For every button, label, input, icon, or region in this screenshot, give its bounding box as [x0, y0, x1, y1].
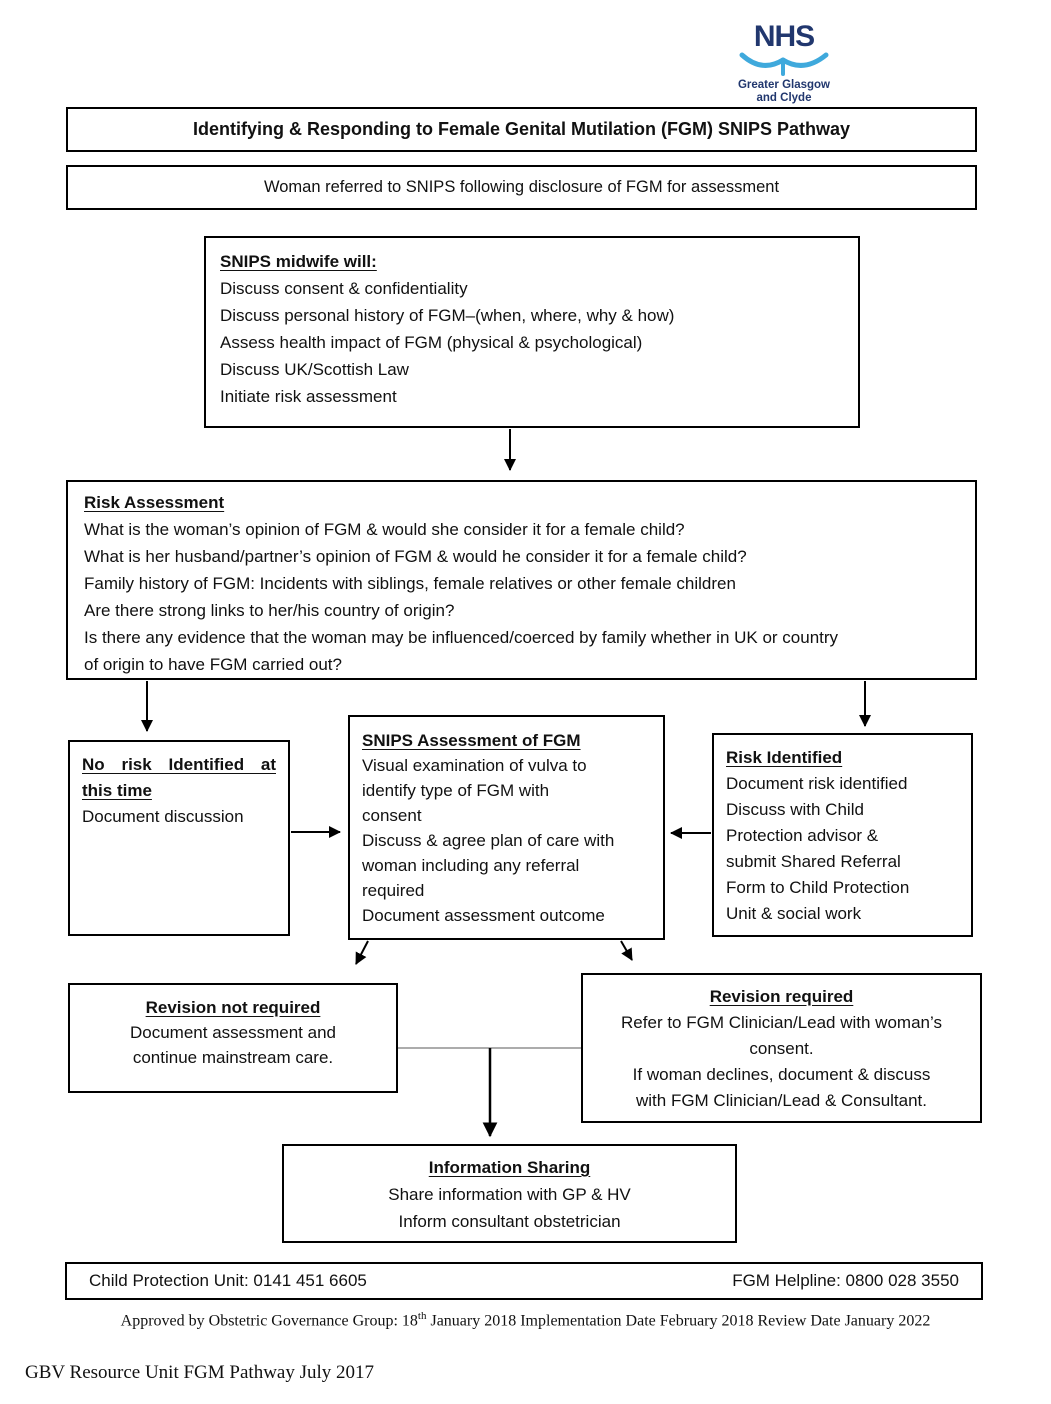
- no-risk-body: Document discussion: [82, 807, 244, 826]
- information-sharing-heading: Information Sharing: [428, 1158, 591, 1177]
- approval-text-prefix: Approved by Obstetric Governance Group: 18: [120, 1312, 418, 1330]
- risk-identified-line: submit Shared Referral: [726, 852, 901, 871]
- risk-identified-line: Discuss with Child: [726, 800, 864, 819]
- referral-banner: [66, 165, 977, 210]
- midwife-box: [204, 236, 860, 428]
- midwife-line: Discuss UK/Scottish Law: [220, 360, 409, 379]
- risk-identified-line: Protection advisor &: [726, 826, 879, 845]
- snips-assessment-line: required: [362, 881, 425, 900]
- revision-not-required-box: [68, 983, 398, 1093]
- revision-not-required-heading: Revision not required: [145, 998, 321, 1017]
- risk-identified-heading: Risk Identified: [726, 748, 843, 767]
- approval-text-suffix: January 2018 Implementation Date February 2018 Review Date January 2022: [426, 1312, 931, 1330]
- arrow-assessment-to-revision-not-required: [356, 941, 368, 964]
- risk-assessment-line: of origin to have FGM carried out?: [84, 655, 342, 674]
- revision-required-line: consent.: [749, 1039, 814, 1058]
- revision-required-heading: Revision required: [709, 987, 854, 1006]
- midwife-heading: SNIPS midwife will:: [220, 252, 377, 271]
- snips-assessment-heading: SNIPS Assessment of FGM: [362, 731, 581, 750]
- snips-assessment-box: [348, 715, 665, 940]
- document-reference: GBV Resource Unit FGM Pathway July 2017: [25, 1362, 375, 1383]
- nhs-logo-text: NHS: [753, 20, 815, 53]
- revision-required-line: Refer to FGM Clinician/Lead with woman’s: [621, 1013, 942, 1032]
- risk-identified-box: [712, 733, 973, 937]
- midwife-line: Discuss consent & confidentiality: [220, 279, 468, 298]
- midwife-line: Initiate risk assessment: [220, 387, 397, 406]
- snips-assessment-line: woman including any referral: [362, 856, 580, 875]
- no-risk-box: [68, 740, 290, 936]
- page-title-text: Identifying & Responding to Female Genital Mutilation (FGM) SNIPS Pathway: [192, 119, 851, 139]
- snips-assessment-line: identify type of FGM with: [362, 781, 550, 800]
- referral-banner-text: Woman referred to SNIPS following disclosure of FGM for assessment: [263, 178, 780, 196]
- revision-not-required-line: continue mainstream care.: [132, 1048, 334, 1067]
- risk-identified-line: Form to Child Protection: [726, 878, 910, 897]
- revision-not-required-line: Document assessment and: [130, 1023, 336, 1042]
- midwife-line: Assess health impact of FGM (physical & psychological): [220, 333, 643, 352]
- nhs-org-name: [728, 79, 840, 105]
- risk-assessment-line: Is there any evidence that the woman may be influenced/coerced by family whether in UK or country: [84, 628, 839, 647]
- snips-assessment-line: Visual examination of vulva to: [362, 756, 587, 775]
- contact-box: [65, 1262, 983, 1300]
- page-title: [66, 107, 977, 152]
- risk-assessment-heading: Risk Assessment: [84, 493, 225, 512]
- risk-assessment-line: Family history of FGM: Incidents with siblings, female relatives or other female children: [84, 574, 736, 593]
- nhs-org-line2: and Clyde: [756, 92, 812, 105]
- risk-assessment-line: What is the woman’s opinion of FGM & would she consider it for a female child?: [84, 520, 685, 539]
- no-risk-heading-line2: this time: [82, 781, 152, 800]
- approval-ordinal: th: [417, 1310, 427, 1322]
- midwife-line: Discuss personal history of FGM–(when, where, why & how): [220, 306, 675, 325]
- nhs-wave-icon: [738, 52, 830, 78]
- snips-assessment-line: Discuss & agree plan of care with: [362, 831, 615, 850]
- revision-required-line: If woman declines, document & discuss: [632, 1065, 931, 1084]
- child-protection-contact: Child Protection Unit: 0141 451 6605: [89, 1271, 367, 1290]
- risk-identified-line: Unit & social work: [726, 904, 862, 923]
- arrow-assessment-to-revision-required: [621, 941, 632, 960]
- snips-assessment-line: consent: [362, 806, 422, 825]
- revision-required-box: [581, 973, 982, 1123]
- information-sharing-line: Inform consultant obstetrician: [398, 1212, 621, 1231]
- approval-line: [0, 1310, 1051, 1330]
- risk-assessment-line: What is her husband/partner’s opinion of FGM & would he consider it for a female child?: [84, 547, 747, 566]
- information-sharing-line: Share information with GP & HV: [388, 1185, 631, 1204]
- nhs-org-line1: Greater Glasgow: [737, 79, 831, 91]
- nhs-logo: [728, 22, 840, 105]
- fgm-helpline-contact: FGM Helpline: 0800 028 3550: [732, 1271, 959, 1290]
- risk-identified-line: Document risk identified: [726, 774, 908, 793]
- snips-assessment-line: Document assessment outcome: [362, 906, 605, 925]
- information-sharing-box: [282, 1144, 737, 1243]
- risk-assessment-box: [66, 480, 977, 680]
- no-risk-heading-line1: No risk Identified at: [82, 755, 276, 774]
- risk-assessment-line: Are there strong links to her/his country of origin?: [84, 601, 455, 620]
- revision-required-line: with FGM Clinician/Lead & Consultant.: [635, 1091, 928, 1110]
